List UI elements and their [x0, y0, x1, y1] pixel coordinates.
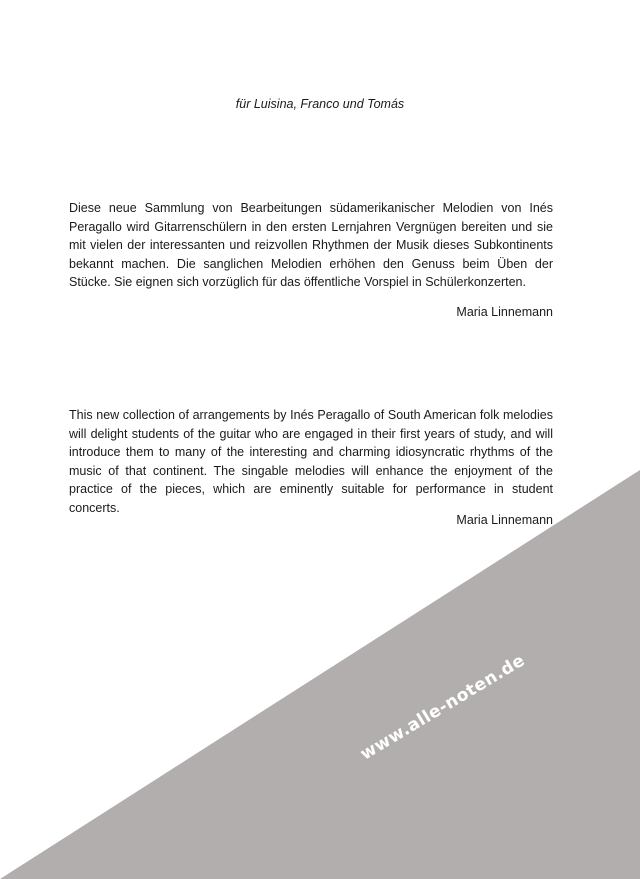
- watermark: www.alle-noten.de: [356, 650, 529, 765]
- german-signature: Maria Linnemann: [456, 305, 553, 319]
- english-signature: Maria Linnemann: [456, 513, 553, 527]
- english-paragraph: This new collection of arrangements by Inés Peragallo of South American folk melodies will delight students of the guitar who are engaged in their first years of study, and will introduce them to many of the interesting and charming idiosyncratic rhythms of the music of that continent. The singable melodies will enhance the enjoyment of the practice of the pieces, which are eminently suitable for performance in student concerts.: [69, 408, 553, 515]
- dedication: für Luisina, Franco und Tomás: [235, 97, 405, 111]
- german-paragraph: Diese neue Sammlung von Bearbeitungen südamerikanischer Melodien von Inés Peragallo wird Gitarrenschülern in den ersten Lernjahren Vergnügen bereiten und sie mit vielen der interessanten und reizvollen Rhythmen der Musik dieses Subkontinents bekannt machen. Die sanglichen Melodien erhöhen den Genuss beim Üben der Stücke. Sie eignen sich vorzüglich für das öffentliche Vorspiel in Schülerkonzerten.: [69, 201, 553, 289]
